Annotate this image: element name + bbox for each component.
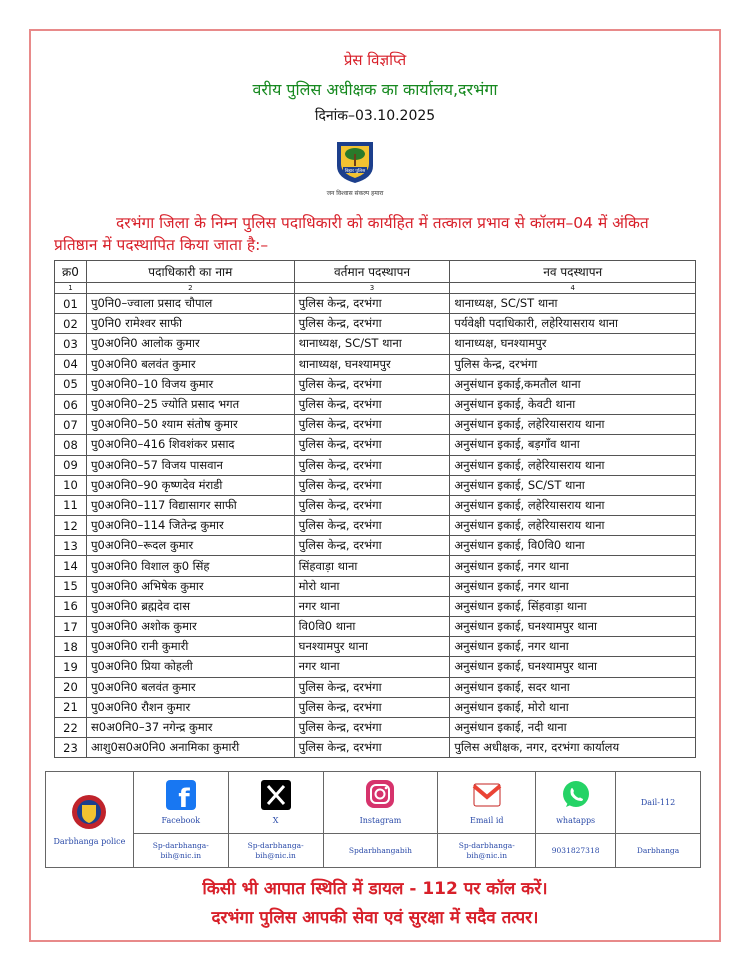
new-posting: अनुसंधान इकाई, नदी थाना (450, 717, 696, 737)
facebook-handle[interactable]: Sp-darbhanga-bih@nic.in (133, 834, 228, 868)
officer-name: पु0अ0नि0–416 शिवशंकर प्रसाद (86, 435, 294, 455)
row-serial: 20 (55, 677, 87, 697)
current-posting: पुलिस केन्द्र, दरभंगा (294, 495, 450, 515)
email-icon (471, 780, 503, 810)
x-cell[interactable] (228, 772, 323, 834)
current-posting: पुलिस केन्द्र, दरभंगा (294, 738, 450, 758)
current-posting: पुलिस केन्द्र, दरभंगा (294, 294, 450, 314)
officer-name: पु0अ0नि0 ब्रह्मदेव दास (86, 596, 294, 616)
current-posting: पुलिस केन्द्र, दरभंगा (294, 374, 450, 394)
table-row (55, 354, 696, 374)
whatsapp-number[interactable]: 9031827318 (536, 834, 616, 868)
new-posting: अनुसंधान इकाई, सदर थाना (450, 677, 696, 697)
officer-name: पु0अ0नि0–रूदल कुमार (86, 536, 294, 556)
new-posting: अनुसंधान इकाई, घनश्यामपुर थाना (450, 617, 696, 637)
current-posting: घनश्यामपुर थाना (294, 637, 450, 657)
svg-text:f: f (178, 784, 190, 810)
officer-name: पु0अ0नि0–10 विजय कुमार (86, 374, 294, 394)
office-name: वरीय पुलिस अधीक्षक का कार्यालय,दरभंगा (252, 80, 498, 99)
email-label: Email id (469, 816, 504, 825)
row-serial: 12 (55, 516, 87, 536)
new-posting: अनुसंधान इकाई, बड़गाँव थाना (450, 435, 696, 455)
instagram-cell[interactable] (323, 772, 438, 834)
table-row (55, 435, 696, 455)
officer-name: पु0अ0नि0 आलोक कुमार (86, 334, 294, 354)
row-serial: 15 (55, 576, 87, 596)
table-row (55, 677, 696, 697)
row-serial: 03 (55, 334, 87, 354)
row-serial: 16 (55, 596, 87, 616)
current-posting: थानाध्यक्ष, SC/ST थाना (294, 334, 450, 354)
officer-name: पु0अ0नि0–50 श्याम संतोष कुमार (86, 415, 294, 435)
col-header-new-posting: नव पदस्थापन (450, 261, 696, 283)
current-posting: नगर थाना (294, 657, 450, 677)
officer-name: पु0अ0नि0 अभिषेक कुमार (86, 576, 294, 596)
email-handle[interactable]: Sp-darbhanga-bih@nic.in (438, 834, 536, 868)
table-row (55, 637, 696, 657)
table-row (55, 738, 696, 758)
table-row (55, 495, 696, 515)
row-serial: 02 (55, 314, 87, 334)
table-row (55, 556, 696, 576)
officer-name: पु0अ0नि0 बलवंत कुमार (86, 354, 294, 374)
instagram-icon (364, 780, 396, 810)
current-posting: पुलिस केन्द्र, दरभंगा (294, 475, 450, 495)
new-posting: अनुसंधान इकाई, नगर थाना (450, 556, 696, 576)
current-posting: पुलिस केन्द्र, दरभंगा (294, 697, 450, 717)
new-posting: थानाध्यक्ष, SC/ST थाना (450, 294, 696, 314)
officer-name: पु0अ0नि0–90 कृष्णदेव मंराडी (86, 475, 294, 495)
officer-name: पु0अ0नि0 विशाल कु0 सिंह (86, 556, 294, 576)
new-posting: पुलिस केन्द्र, दरभंगा (450, 354, 696, 374)
current-posting: मोरो थाना (294, 576, 450, 596)
social-contact-strip (45, 771, 701, 868)
col-number: 4 (450, 283, 696, 294)
current-posting: पुलिस केन्द्र, दरभंगा (294, 435, 450, 455)
x-icon (260, 780, 292, 810)
table-row (55, 617, 696, 637)
row-serial: 06 (55, 394, 87, 414)
officer-name: पु0अ0नि0 अशोक कुमार (86, 617, 294, 637)
table-row (55, 394, 696, 414)
whatsapp-icon (560, 780, 592, 810)
new-posting: अनुसंधान इकाई, लहेरियासराय थाना (450, 495, 696, 515)
current-posting: पुलिस केन्द्र, दरभंगा (294, 717, 450, 737)
instagram-handle[interactable]: Spdarbhangabih (323, 834, 438, 868)
row-serial: 19 (55, 657, 87, 677)
darbhanga-police-label: Darbhanga police (53, 837, 126, 846)
col-number: 1 (55, 283, 87, 294)
new-posting: अनुसंधान इकाई, लहेरियासराय थाना (450, 516, 696, 536)
row-serial: 11 (55, 495, 87, 515)
table-row (55, 374, 696, 394)
new-posting: पुलिस अधीक्षक, नगर, दरभंगा कार्यालय (450, 738, 696, 758)
table-header-row (55, 261, 696, 283)
dial-112-cell (616, 772, 701, 834)
instagram-label: Instagram (359, 816, 402, 825)
row-serial: 09 (55, 455, 87, 475)
current-posting: थानाध्यक्ष, घनश्यामपुर (294, 354, 450, 374)
new-posting: अनुसंधान इकाई, लहेरियासराय थाना (450, 415, 696, 435)
whatsapp-label: whatapps (556, 816, 596, 825)
row-serial: 08 (55, 435, 87, 455)
facebook-cell[interactable] (133, 772, 228, 834)
new-posting: अनुसंधान इकाई, मोरो थाना (450, 697, 696, 717)
col-header-name: पदाधिकारी का नाम (86, 261, 294, 283)
new-posting: अनुसंधान इकाई, लहेरियासराय थाना (450, 455, 696, 475)
table-row (55, 314, 696, 334)
table-row (55, 717, 696, 737)
table-row (55, 415, 696, 435)
table-row (55, 536, 696, 556)
new-posting: अनुसंधान इकाई,कमतौल थाना (450, 374, 696, 394)
new-posting: अनुसंधान इकाई, नगर थाना (450, 576, 696, 596)
service-slogan: दरभंगा पुलिस आपकी सेवा एवं सुरक्षा में सदैव तत्पर। (211, 908, 539, 928)
officer-name: पु0नि0–ज्वाला प्रसाद चौपाल (86, 294, 294, 314)
row-serial: 10 (55, 475, 87, 495)
row-serial: 05 (55, 374, 87, 394)
new-posting: अनुसंधान इकाई, सिंहवाड़ा थाना (450, 596, 696, 616)
officer-name: आशु0स0अ0नि0 अनामिका कुमारी (86, 738, 294, 758)
officer-name: पु0अ0नि0 रौशन कुमार (86, 697, 294, 717)
new-posting: अनुसंधान इकाई, नगर थाना (450, 637, 696, 657)
row-serial: 14 (55, 556, 87, 576)
officer-name: पु0अ0नि0–25 ज्योति प्रसाद भगत (86, 394, 294, 414)
current-posting: पुलिस केन्द्र, दरभंगा (294, 314, 450, 334)
col-number: 3 (294, 283, 450, 294)
dial-112-label: Dail-112 (640, 798, 676, 807)
release-date: दिनांक–03.10.2025 (314, 108, 436, 124)
current-posting: पुलिस केन्द्र, दरभंगा (294, 677, 450, 697)
officer-name: पु0अ0नि0–114 जितेन्द्र कुमार (86, 516, 294, 536)
table-row (55, 576, 696, 596)
table-row (55, 596, 696, 616)
current-posting: नगर थाना (294, 596, 450, 616)
row-serial: 13 (55, 536, 87, 556)
current-posting: पुलिस केन्द्र, दरभंगा (294, 415, 450, 435)
officer-name: पु0अ0नि0–117 विद्यासागर साफी (86, 495, 294, 515)
officer-name: पु0अ0नि0 बलवंत कुमार (86, 677, 294, 697)
current-posting: पुलिस केन्द्र, दरभंगा (294, 455, 450, 475)
facebook-icon (165, 780, 197, 810)
new-posting: अनुसंधान इकाई, वि0वि0 थाना (450, 536, 696, 556)
email-cell[interactable] (438, 772, 536, 834)
bihar-police-emblem-icon (333, 140, 377, 184)
col-number: 2 (86, 283, 294, 294)
table-row (55, 657, 696, 677)
officer-name: पु0नि0 रामेश्वर साफी (86, 314, 294, 334)
order-intro-text: दरभंगा जिला के निम्न पुलिस पदाधिकारी को कार्यहित में तत्काल प्रभाव से कॉलम–04 में अंकित प्रतिष्ठान में पदस्थापित किया जाता है:– (54, 214, 649, 254)
table-row (55, 697, 696, 717)
emergency-dial-notice: किसी भी आपात स्थिति में डायल - 112 पर कॉल करें। (202, 879, 548, 899)
current-posting: वि0वि0 थाना (294, 617, 450, 637)
new-posting: थानाध्यक्ष, घनश्यामपुर (450, 334, 696, 354)
row-serial: 23 (55, 738, 87, 758)
table-row (55, 334, 696, 354)
whatsapp-cell[interactable] (536, 772, 616, 834)
x-label: X (272, 816, 279, 825)
row-serial: 22 (55, 717, 87, 737)
emblem-name: बिहार पुलिस (344, 169, 366, 174)
dial-112-district: Darbhanga (616, 834, 701, 868)
row-serial: 01 (55, 294, 87, 314)
new-posting: अनुसंधान इकाई, SC/ST थाना (450, 475, 696, 495)
row-serial: 18 (55, 637, 87, 657)
table-row (55, 516, 696, 536)
press-release-title: प्रेस विज्ञप्ति (343, 51, 407, 69)
column-number-row (55, 283, 696, 294)
col-header-serial: क्र0 (55, 261, 87, 283)
current-posting: पुलिस केन्द्र, दरभंगा (294, 516, 450, 536)
officer-name: पु0अ0नि0 प्रिया कोहली (86, 657, 294, 677)
table-row (55, 294, 696, 314)
col-header-current-posting: वर्तमान पदस्थापन (294, 261, 450, 283)
table-row (55, 455, 696, 475)
facebook-label: Facebook (161, 816, 201, 825)
row-serial: 17 (55, 617, 87, 637)
row-serial: 07 (55, 415, 87, 435)
emblem-motto: जन विश्वास संकल्प हमारा (326, 190, 384, 197)
new-posting: अनुसंधान इकाई, घनश्यामपुर थाना (450, 657, 696, 677)
new-posting: अनुसंधान इकाई, केवटी थाना (450, 394, 696, 414)
current-posting: पुलिस केन्द्र, दरभंगा (294, 536, 450, 556)
x-handle[interactable]: Sp-darbhanga-bih@nic.in (228, 834, 323, 868)
current-posting: पुलिस केन्द्र, दरभंगा (294, 394, 450, 414)
new-posting: पर्यवेक्षी पदाधिकारी, लहेरियासराय थाना (450, 314, 696, 334)
officer-name: पु0अ0नि0 रानी कुमारी (86, 637, 294, 657)
row-serial: 21 (55, 697, 87, 717)
darbhanga-police-cell (46, 772, 134, 868)
current-posting: सिंहवाड़ा थाना (294, 556, 450, 576)
table-row (55, 475, 696, 495)
posting-table (54, 260, 696, 758)
officer-name: पु0अ0नि0–57 विजय पासवान (86, 455, 294, 475)
row-serial: 04 (55, 354, 87, 374)
darbhanga-police-logo-icon (70, 793, 108, 831)
officer-name: स0अ0नि0–37 नगेन्द्र कुमार (86, 717, 294, 737)
